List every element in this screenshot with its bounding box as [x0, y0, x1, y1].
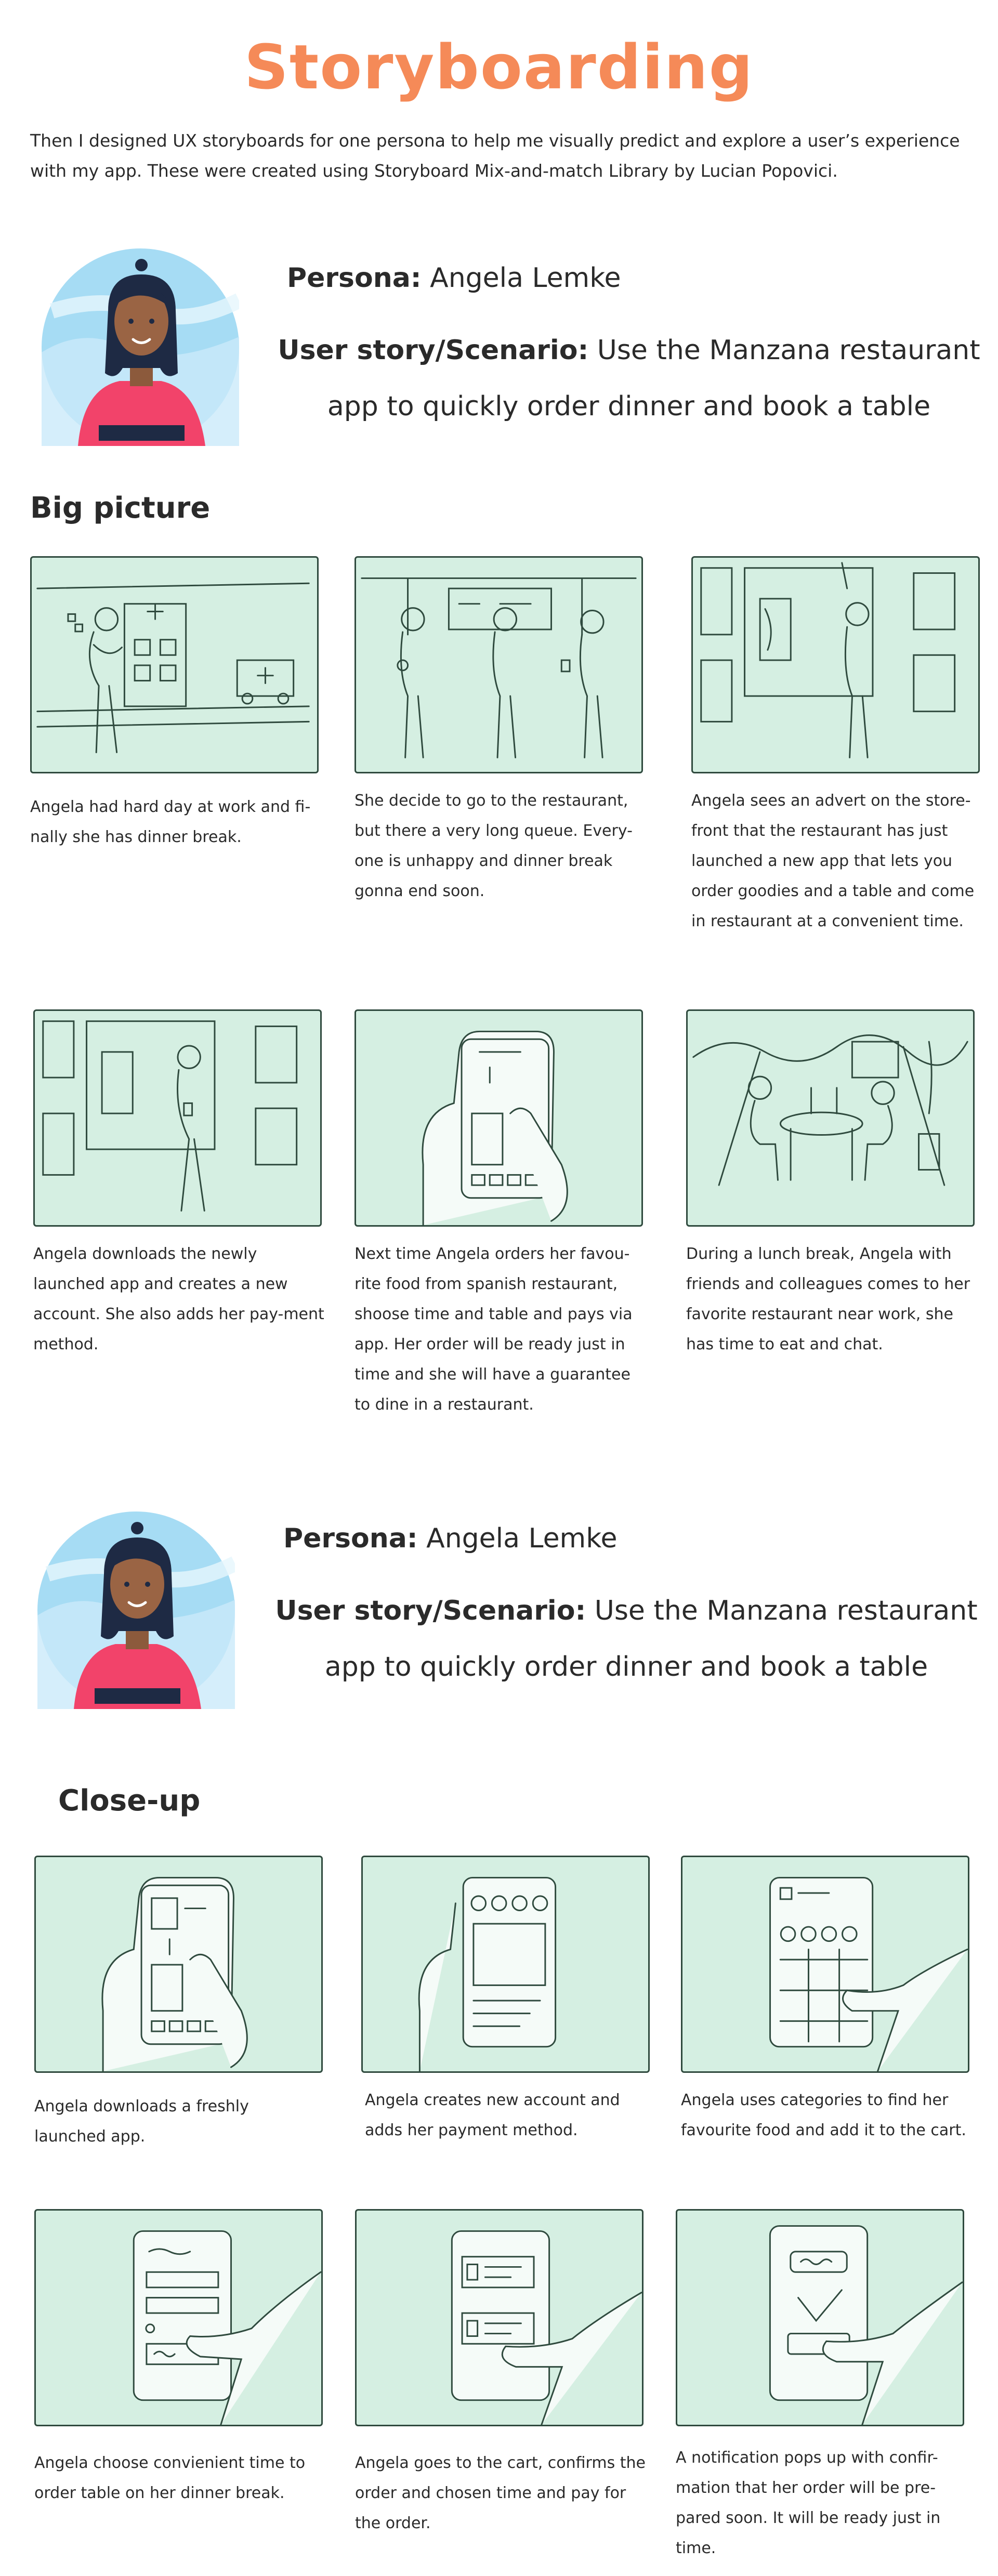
scenario-label: User story/Scenario: [275, 1595, 586, 1626]
storyboard-panel [686, 1009, 975, 1227]
scenario-body: Use the Manzana restaurant app to quickly order dinner and book a table [327, 335, 980, 422]
storyboard-caption: During a lunch break, Angela with friends and colleagues comes to her favorite restaurant near work, she has time to eat and chat. [686, 1245, 970, 1353]
storyboard-caption: Angela uses categories to find her favourite food and add it to the cart. [681, 2091, 966, 2139]
storyboard-panel [355, 2209, 644, 2426]
persona-line [283, 1523, 617, 1554]
storyboard-caption: Angela creates new account and adds her payment method. [365, 2091, 620, 2139]
page-title: Storyboarding [244, 31, 754, 103]
storyboard-panel [30, 556, 319, 773]
storyboard-panel [361, 1856, 650, 2073]
storyboard-caption: Angela downloads the newly launched app and creates a new account. She also adds her pay-ment method. [33, 1245, 324, 1353]
storyboard-caption: Next time Angela orders her favou-rite food from spanish restaurant, shoose time and table and pays via app. Her order will be ready just in time and she will have a guarantee to dine in a restaurant. [354, 1245, 633, 1414]
scenario-label: User story/Scenario: [278, 335, 589, 366]
persona-label: Persona: [287, 262, 422, 294]
storyboard-caption: Angela sees an advert on the store-front that the restaurant has just launched a new app that lets you order goodies and a table and come in restaurant at a convenient time. [691, 792, 975, 930]
section-title-close-up: Close-up [58, 1784, 201, 1818]
intro-paragraph: Then I designed UX storyboards for one persona to help me visually predict and explore a user’s experience with my app. These were created using Storyboard Mix-and-match Library by Lucian Popovici. [30, 130, 960, 181]
storyboard-caption: Angela choose convienient time to order table on her dinner break. [34, 2454, 306, 2502]
scenario-body: Use the Manzana restaurant app to quickly order dinner and book a table [324, 1595, 978, 1683]
storyboard-panel [354, 556, 643, 773]
persona-avatar [37, 1512, 235, 1709]
storyboard-panel [34, 1856, 323, 2073]
storyboard-panel [681, 1856, 969, 2073]
storyboard-panel [691, 556, 980, 773]
storyboard-caption: She decide to go to the restaurant, but there a very long queue. Every-one is unhappy and dinner break gonna end soon. [354, 792, 633, 900]
scenario-text [257, 1583, 995, 1695]
storyboard-panel [676, 2209, 964, 2426]
persona-line [287, 262, 621, 294]
persona-name: Angela Lemke [417, 1523, 618, 1554]
storyboard-caption: A notification pops up with confir-mation that her order will be pre-pared soon. It will be ready just in time. [676, 2449, 941, 2557]
section-title-big-picture: Big picture [30, 491, 211, 525]
scenario-text [260, 322, 998, 435]
storyboard-caption: Angela goes to the cart, confirms the order and chosen time and pay for the order. [355, 2454, 646, 2532]
storyboard-panel [34, 2209, 323, 2426]
storyboard-caption: Angela had hard day at work and fi-nally she has dinner break. [30, 798, 311, 846]
persona-avatar [42, 248, 239, 446]
persona-name: Angela Lemke [421, 262, 621, 294]
storyboard-panel [354, 1009, 643, 1227]
persona-label: Persona: [283, 1523, 418, 1554]
storyboard-panel [33, 1009, 322, 1227]
storyboard-caption: Angela downloads a freshly launched app. [34, 2097, 249, 2146]
